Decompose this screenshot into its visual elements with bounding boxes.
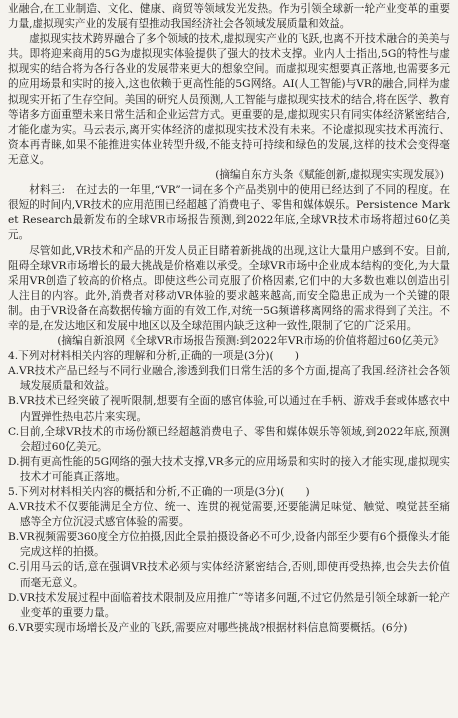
question-5-stem: 5.下列对材料相关内容的概括和分析,不正确的一项是(3分)( ) — [8, 486, 310, 498]
question-4-stem: 4.下列对材料相关内容的理解和分析,正确的一项是(3分)( ) — [8, 350, 299, 363]
material2-paragraph: 虚拟现实技术跨界融合了多个领域的技术,虚拟现实产业的飞跃,也离不开技术融合的美美与共。即将迎来商用的5G为虚拟现实体验提供了强大的技术支撑。业内人士指出,5G的特性与虚拟现实的结合将为各行各业的发展带来更大的想象空间。而虚拟现实想要真正落地,也需要多元的应用场景和实时的接入,这也依赖于更高性能的5G网络。AI(人工智能)与VR的融合,同样为虚拟现实开拓了生存空间。美国的研究人员预测,人工智能与虚拟现实技术的结合,将在医学、教育等诸多方面重塑未来日常生活和企业运营方式。更重要的是,虚拟现实只有同实体经济紧密结合,才能化虚为实。马云表示,离开实体经济的虚拟现实技术没有未来。不论虚拟现实技术再流行、资本再青睐,如果不能推进实体业转型升级,不能支持可持续和绿色的发展,这样的技术会变得毫无意义。 — [8, 33, 450, 166]
question-5-option-b: B.VR视频需要360度全方位拍摄,因此全景拍摄设备必不可少,设备内部至少要有6个摄像头才能完成这样的拍摄。 — [8, 531, 450, 559]
question-4-option-d: D.拥有更高性能的5G网络的强大技术支撑,VR多元的应用场景和实时的接入才能实现,虚拟现实技术才可能真正落地。 — [8, 455, 450, 483]
material3-text-1: 在过去的一年里,“VR”一词在多个产品类别中的使用已经达到了不同的程度。在很短的时间内,VR技术的应用范围已经超越了消费电子、零售和媒体娱乐。Persistence Market Research最新发布的全球VR市场报告预测,到2022年底,全球VR技术市场将超过60亿美元。 — [8, 184, 450, 242]
question-5-option-c: C.引用马云的话,意在强调VR技术必须与实体经济紧密结合,否则,即使再受热捧,也会失去价值而毫无意义。 — [8, 561, 450, 589]
material2-paragraph-tail: 业融合,在工业制造、文化、健康、商贸等领域发光发热。作为引领全球新一轮产业变革的重要力量,虚拟现实产业的发展有望推动我国经济社会各领域发展质量和效益。 — [8, 3, 450, 31]
material3-paragraph-2: 尽管如此,VR技术和产品的开发人员正目睹着新挑战的出现,这让大量用户感到不安。目前,阻碍全球VR市场增长的最大挑战是价格难以承受。全球VR市场中企业成本结构的变化,为大量采用VR创造了较高的价格点。即使这些公司克服了价格因素,它们中的大多数也难以创造出引人注目的内容。此外,消费者对移动VR体验的要求越来越高,而安全隐患正成为一个关键的限制。由于VR设备在高数据传输方面的有效工作,对统一5G频谱移离网络的需求得到了关注。不幸的是,在发达地区和发展中地区以及全球范围内缺乏这种一致性,限制了它的广泛采用。 — [8, 244, 450, 332]
material2-source: (摘编自东方头条《赋能创新,虚拟现实实现发展》) — [215, 169, 444, 182]
question-5-option-d: D.VR技术发展过程中面临着技术限制及应用推广”等诸多问题,不过它仍然是引领全球新一轮产业变革的重要力量。 — [8, 591, 450, 619]
question-5-option-a: A.VR技术不仅要能满足全方位、统一、连贯的视觉需要,还要能满足味觉、触觉、嗅觉甚至痛感等全方位沉浸式感官体验的需要。 — [8, 501, 450, 529]
question-4-option-c: C.目前,全球VR技术的市场份额已经超越消费电子、零售和媒体娱乐等领域,到2022年底,预测会超过60亿美元。 — [8, 425, 450, 453]
material3-label: 材料三: — [29, 184, 66, 197]
question-4-option-a: A.VR技术产品已经与不同行业融合,渗透到我们日常生活的多个方面,提高了我国.经济社会各领域发展质量和效益。 — [8, 365, 450, 393]
question-6-stem: 6.VR要实现市场增长及产业的飞跃,需要应对哪些挑战?根据材料信息简要概括。(6分) — [8, 621, 408, 634]
question-4-option-b: B.VR技术已经突破了视听限制,想要有全面的感官体验,可以通过在手柄、游戏手套或体感衣中内置弹性热电芯片来实现。 — [8, 395, 450, 423]
material3-source: (摘编自新浪网《全球VR市场报告预测:到2022年VR市场的价值将超过60亿美元》 — [57, 335, 444, 348]
material3-paragraph-1 — [8, 183, 450, 243]
